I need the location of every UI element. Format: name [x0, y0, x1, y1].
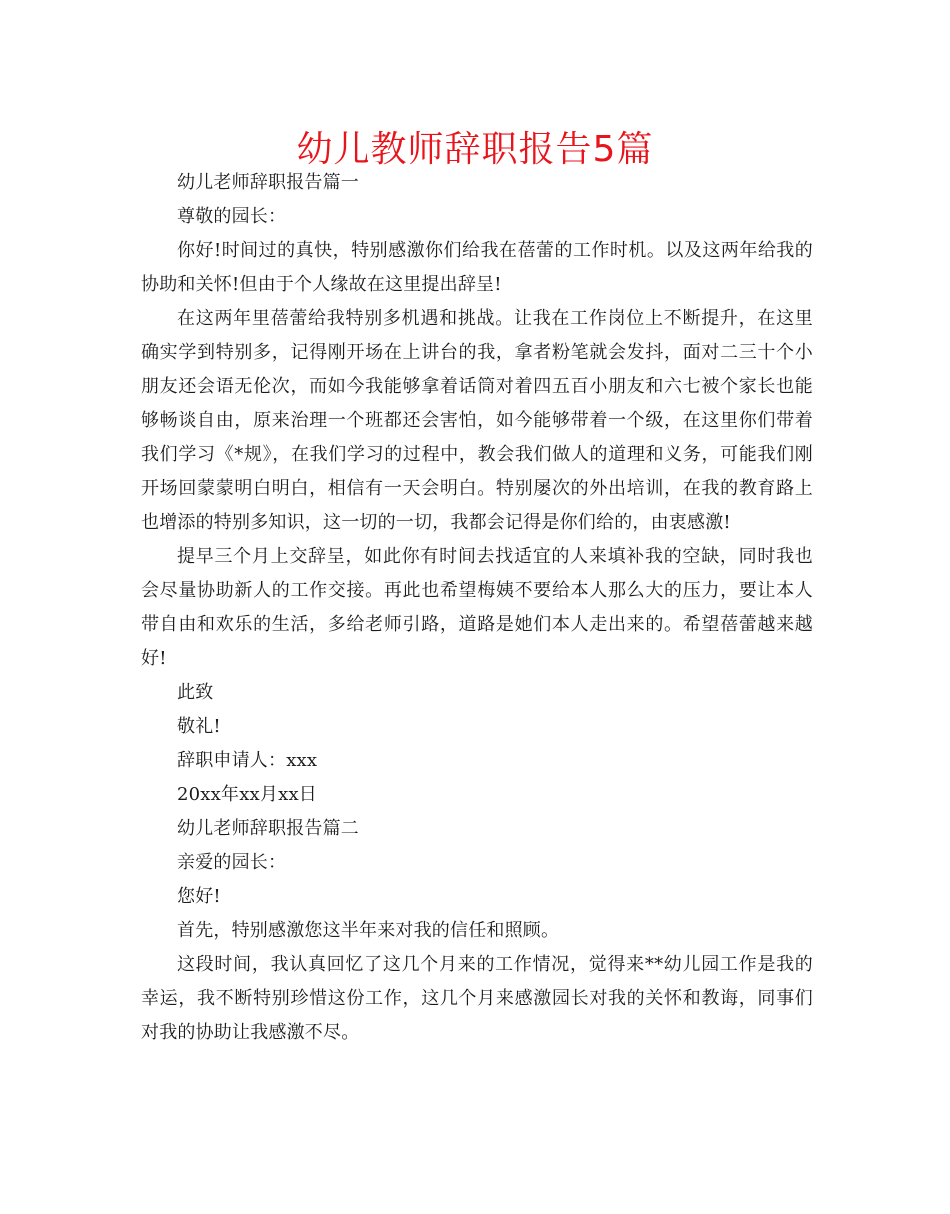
closing-line: 此致 [177, 682, 214, 703]
section-heading: 幼儿老师辞职报告篇一 [177, 172, 359, 193]
paragraph: 你好!时间过的真快，特别感激你们给我在蓓蕾的工作时机。以及这两年给我的协助和关怀!但由于个人缘故在这里提出辞呈! [141, 240, 813, 295]
paragraph: 这段时间，我认真回忆了这几个月来的工作情况，觉得来**幼儿园工作是我的幸运，我不断特别珍惜这份工作，这几个月来感激园长对我的关怀和教诲，同事们对我的协助让我感激不尽。 [141, 954, 813, 1043]
paragraph: 在这两年里蓓蕾给我特别多机遇和挑战。让我在工作岗位上不断提升，在这里确实学到特别多，记得刚开场在上讲台的我，拿者粉笔就会发抖，面对二三十个小朋友还会语无伦次，而如今我能够拿着话筒对着四五百小朋友和六七被个家长也能够畅谈自由，原来治理一个班都还会害怕，如今能够带着一个级，在这里你们带着我们学习《*规》，在我们学习的过程中，教会我们做人的道理和义务，可能我们刚开场回蒙蒙明白明白，相信有一天会明白。特别屡次的外出培训，在我的教育路上也增添的特别多知识，这一切的一切，我都会记得是你们给的，由衷感激! [141, 308, 813, 533]
signature-line: 辞职申请人：xxx [177, 750, 318, 771]
salutation: 尊敬的园长： [177, 206, 287, 227]
greeting-line: 您好! [177, 886, 221, 907]
salutation: 亲爱的园长： [177, 852, 287, 873]
closing-line: 敬礼! [177, 716, 221, 737]
paragraph: 提早三个月上交辞呈，如此你有时间去找适宜的人来填补我的空缺，同时我也会尽量协助新人的工作交接。再此也希望梅姨不要给本人那么大的压力，要让本人带自由和欢乐的生活，多给老师引路，道路是她们本人走出来的。希望蓓蕾越来越好! [141, 546, 813, 669]
document-title: 幼儿教师辞职报告5篇 [296, 129, 654, 170]
section-heading: 幼儿老师辞职报告篇二 [177, 818, 359, 839]
paragraph: 首先，特别感激您这半年来对我的信任和照顾。 [177, 920, 560, 941]
date-line: 20xx年xx月xx日 [177, 784, 318, 805]
document-body [141, 166, 813, 1050]
